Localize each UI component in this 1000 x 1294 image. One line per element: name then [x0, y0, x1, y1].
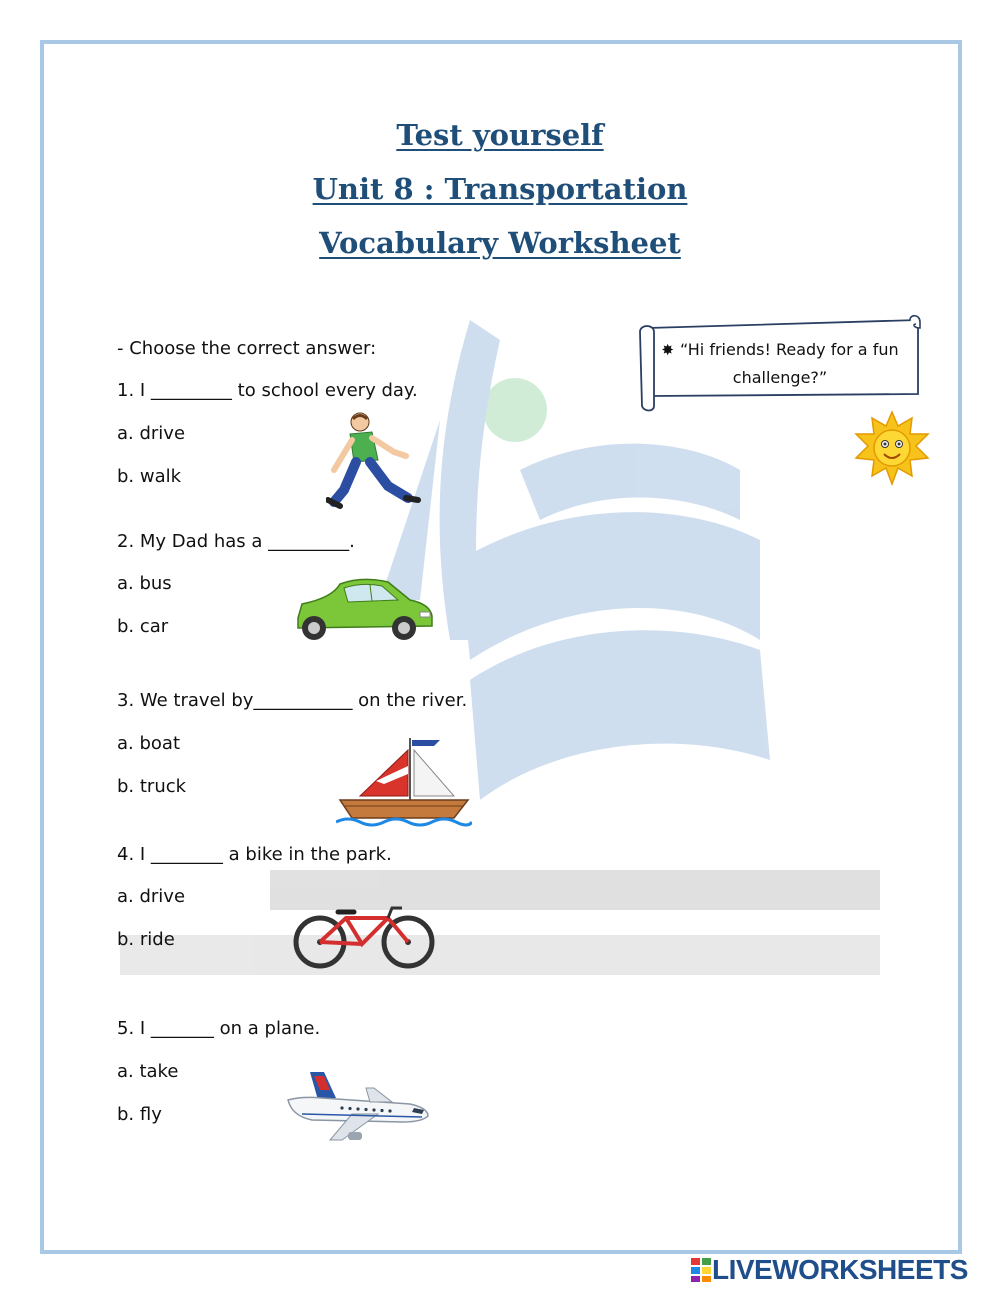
title-test-yourself: Test yourself — [396, 118, 604, 152]
question-5: 5. I _______ on a plane. — [117, 1018, 321, 1039]
q3-option-a[interactable]: a. boat — [117, 733, 180, 754]
title-unit: Unit 8 : Transportation — [312, 172, 688, 206]
q5-option-a[interactable]: a. take — [117, 1061, 179, 1082]
question-2: 2. My Dad has a _________. — [117, 531, 355, 552]
question-3: 3. We travel by___________ on the river. — [117, 690, 468, 711]
q4-option-a[interactable]: a. drive — [117, 886, 186, 907]
q1-option-a[interactable]: a. drive — [117, 423, 186, 444]
bubble-text — [660, 336, 900, 391]
sun-icon — [852, 410, 932, 486]
bubble-message: “Hi friends! Ready for a fun challenge?” — [679, 340, 899, 387]
q3-option-b[interactable]: b. truck — [117, 776, 187, 797]
green-car-icon — [292, 574, 436, 646]
q2-option-a[interactable]: a. bus — [117, 573, 172, 594]
airplane-icon — [282, 1070, 432, 1146]
question-4: 4. I ________ a bike in the park. — [117, 844, 392, 865]
liveworksheets-logo[interactable] — [690, 1254, 968, 1286]
bicycle-icon — [288, 904, 440, 970]
question-1: 1. I _________ to school every day. — [117, 380, 418, 401]
instruction-text: - Choose the correct answer: — [117, 338, 377, 359]
q1-option-b[interactable]: b. walk — [117, 466, 182, 487]
q2-option-b[interactable]: b. car — [117, 616, 169, 637]
title-worksheet: Vocabulary Worksheet — [319, 226, 681, 260]
walking-man-icon — [326, 410, 422, 510]
brand-name: LIVEWORKSHEETS — [712, 1254, 968, 1285]
q5-option-b[interactable]: b. fly — [117, 1104, 162, 1125]
sailboat-icon — [336, 736, 472, 828]
star-icon: ✸ — [661, 341, 674, 359]
liveworksheets-logo-icon — [690, 1257, 712, 1283]
q4-option-b[interactable]: b. ride — [117, 929, 175, 950]
